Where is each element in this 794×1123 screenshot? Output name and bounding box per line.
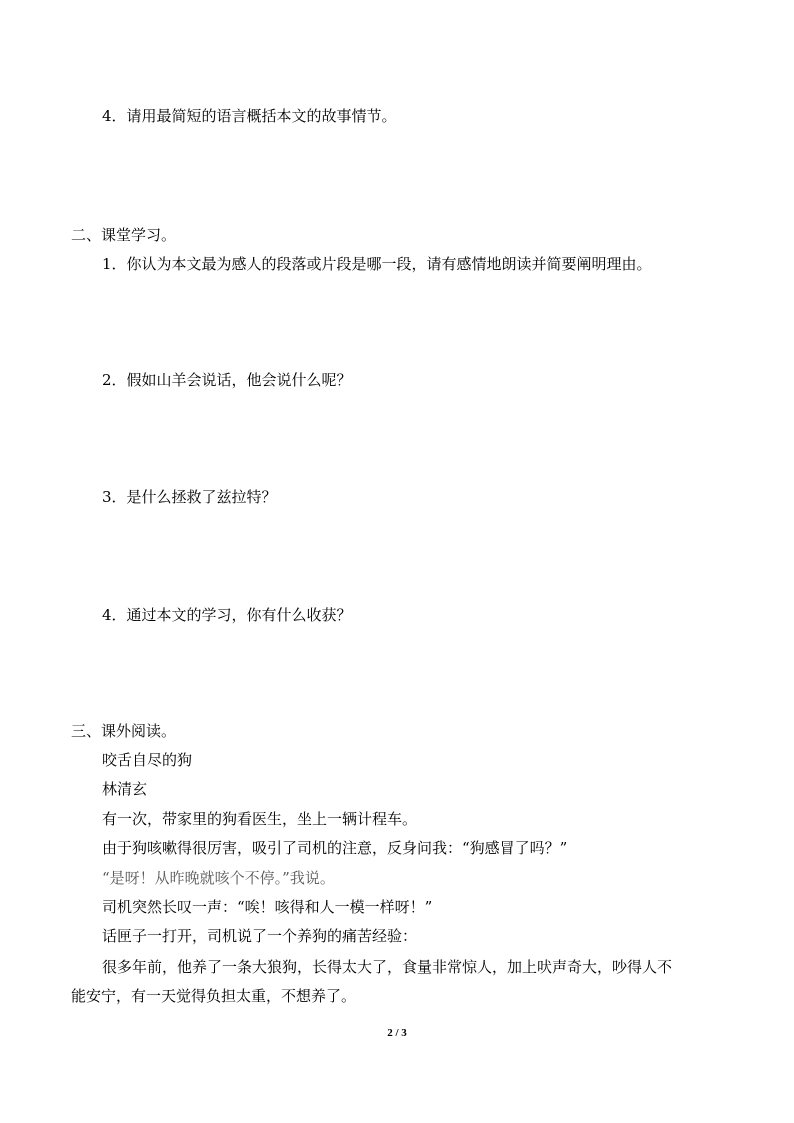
article-title: 咬舌自尽的狗 [102,751,193,769]
question-4-summary: 4．请用最简短的语言概括本文的故事情节。 [102,107,397,125]
page-number: 2 / 3 [387,1027,407,1039]
article-paragraph-1: 有一次，带家里的狗看医生，坐上一辆计程车。 [102,810,418,828]
article-paragraph-6-line-2: 能安宁，有一天觉得负担太重，不想养了。 [71,987,357,1005]
article-paragraph-5: 话匣子一打开，司机说了一个养狗的痛苦经验： [102,927,418,945]
section-2-question-2: 2．假如山羊会说话，他会说什么呢？ [102,371,352,389]
article-paragraph-2: 由于狗咳嗽得很厉害，吸引了司机的注意，反身问我：“狗感冒了吗？” [102,839,568,857]
article-paragraph-3: “是呀！从昨晚就咳个不停。”我说。 [102,869,335,887]
section-2-question-4: 4．通过本文的学习，你有什么收获？ [102,606,352,624]
section-2-question-3: 3．是什么拯救了兹拉特？ [102,488,277,506]
article-paragraph-4: 司机突然长叹一声：“唉！咳得和人一模一样呀！” [102,898,433,916]
article-paragraph-6-line-1: 很多年前，他养了一条大狼狗，长得太大了，食量非常惊人，加上吠声奇大，吵得人不 [102,958,673,976]
section-2-question-1: 1．你认为本文最为感人的段落或片段是哪一段，请有感情地朗读并简要阐明理由。 [102,255,652,273]
article-author: 林清玄 [102,780,148,798]
section-2-heading: 二、课堂学习。 [71,226,177,244]
section-3-heading: 三、课外阅读。 [71,722,177,740]
